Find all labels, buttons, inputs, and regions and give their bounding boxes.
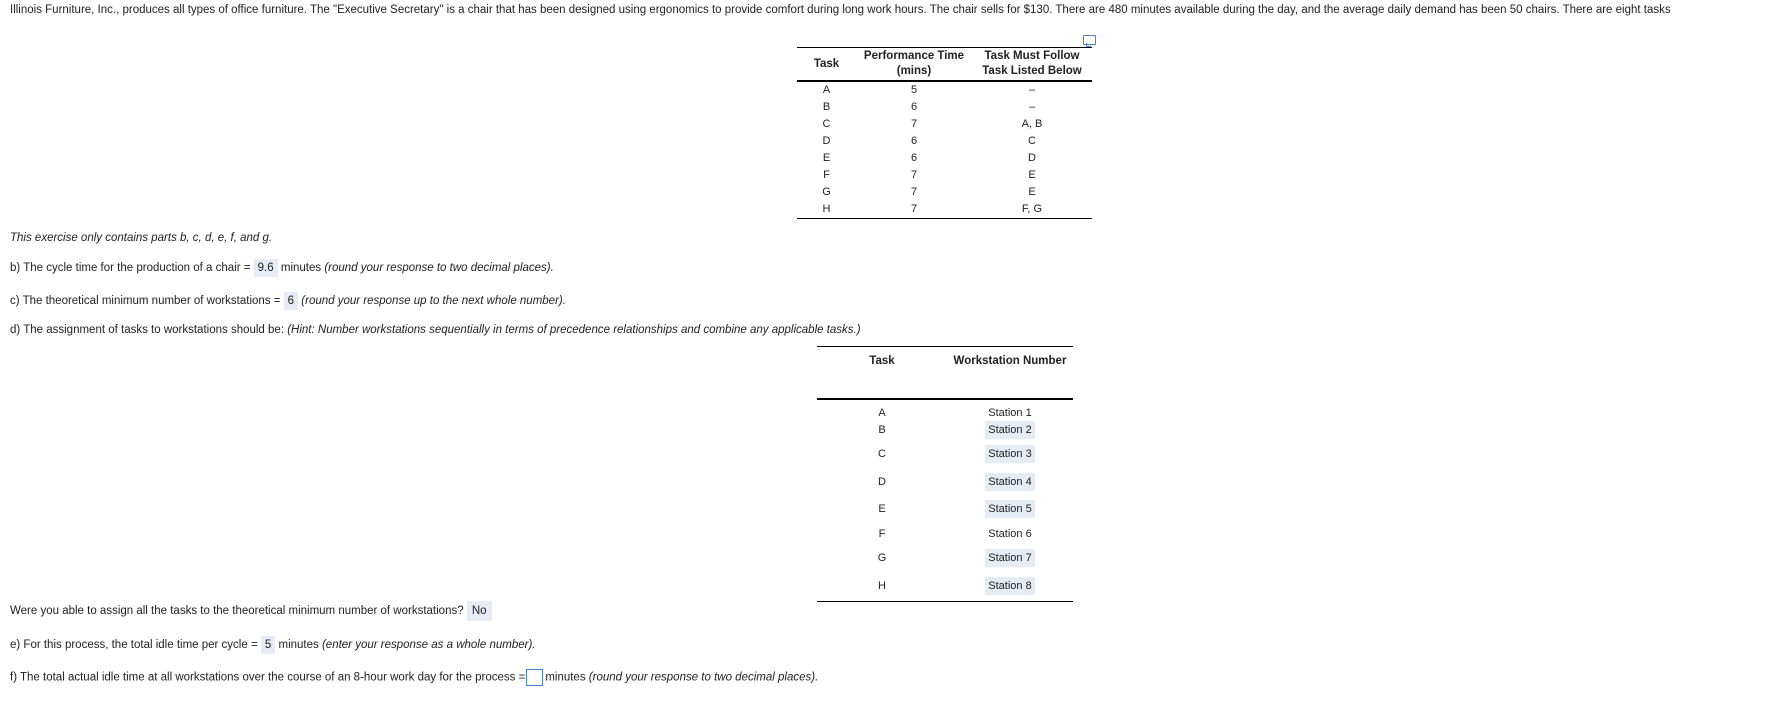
- time-cell: 7: [910, 169, 918, 181]
- table-row: [817, 571, 1073, 601]
- col-performance-header: Performance Time (mins): [863, 50, 965, 77]
- part-b-hint: (round your response to two decimal places).: [324, 262, 554, 274]
- assign-answer-select[interactable]: No: [467, 601, 492, 621]
- part-f-prefix: f) The total actual idle time at all workstations over the course of an 8-hour work day for the process =: [10, 671, 526, 684]
- station-cell: [947, 468, 1073, 495]
- part-b-unit: minutes: [280, 262, 322, 274]
- workstation-select[interactable]: Station 2: [985, 421, 1034, 439]
- table-row: [797, 81, 1092, 99]
- workstation-select[interactable]: Station 1: [988, 407, 1032, 419]
- table-header-row: [817, 347, 1073, 400]
- station-cell: [947, 419, 1073, 440]
- col-follow-header: Task Must Follow Task Listed Below: [982, 50, 1082, 77]
- task-cell: A: [822, 84, 831, 96]
- task-cell: E: [878, 503, 886, 515]
- assign-question: [10, 601, 492, 621]
- copy-table-icon[interactable]: [1083, 35, 1096, 45]
- task-cell: A: [878, 407, 886, 419]
- min-workstations-answer[interactable]: 6: [284, 292, 298, 310]
- station-cell: [947, 571, 1073, 601]
- table-row: [797, 201, 1092, 219]
- task-cell: H: [822, 203, 831, 215]
- part-f: [10, 669, 818, 686]
- time-cell: 6: [910, 101, 918, 113]
- station-cell: [947, 495, 1073, 523]
- workstation-select[interactable]: Station 6: [988, 528, 1032, 540]
- predecessor-cell: E: [1028, 169, 1036, 181]
- workstation-select[interactable]: Station 5: [985, 500, 1034, 518]
- time-cell: 7: [910, 203, 918, 215]
- cycle-time-answer[interactable]: 9.6: [254, 259, 278, 277]
- part-d-prefix: d) The assignment of tasks to workstations should be:: [10, 324, 285, 336]
- part-d: [10, 324, 861, 336]
- time-cell: 5: [910, 84, 918, 96]
- predecessor-cell: –: [1028, 84, 1036, 96]
- exercise-note: This exercise only contains parts b, c, d, e, f, and g.: [10, 232, 273, 244]
- idle-time-answer[interactable]: 5: [261, 636, 275, 654]
- table-row: [797, 99, 1092, 116]
- part-c-hint: (round your response up to the next whole number).: [301, 295, 566, 307]
- workstation-select[interactable]: Station 8: [985, 577, 1034, 595]
- part-f-unit: minutes: [545, 671, 586, 684]
- predecessor-cell: C: [1028, 135, 1036, 147]
- problem-intro: Illinois Furniture, Inc., produces all types of office furniture. The "Executive Secretary" is a chair that has been designed using ergonomics to provide comfort during long work hours. The chair sells for $130. There are 480 minutes available during the day, and the average daily demand has been 50 chairs. There are eight tasks: [10, 4, 1671, 16]
- part-f-hint: (round your response to two decimal places).: [588, 671, 819, 684]
- task-cell: F: [878, 528, 886, 540]
- table-row: [817, 468, 1073, 495]
- part-b-prefix: b) The cycle time for the production of a chair =: [10, 262, 251, 274]
- table-row: [797, 150, 1092, 167]
- table-row: [797, 116, 1092, 133]
- assign-question-prefix: Were you able to assign all the tasks to the theoretical minimum number of workstations?: [10, 605, 464, 617]
- col-task-header: Task: [869, 355, 895, 367]
- task-cell: B: [878, 423, 886, 436]
- predecessor-cell: D: [1028, 152, 1036, 164]
- task-cell: G: [877, 552, 887, 564]
- table-row: [817, 419, 1073, 440]
- station-cell: [947, 399, 1073, 419]
- precedence-table: [797, 47, 1092, 219]
- predecessor-cell: F, G: [1021, 203, 1043, 215]
- task-cell: D: [878, 475, 886, 488]
- table-row: [817, 495, 1073, 523]
- predecessor-cell: A, B: [1021, 118, 1043, 130]
- task-cell: C: [822, 118, 831, 130]
- part-e-unit: minutes: [278, 639, 319, 651]
- part-e-prefix: e) For this process, the total idle time per cycle =: [10, 639, 258, 651]
- part-c-prefix: c) The theoretical minimum number of workstations =: [10, 295, 281, 307]
- predecessor-cell: E: [1028, 186, 1036, 198]
- station-cell: [947, 440, 1073, 468]
- assignment-table: [817, 346, 1073, 602]
- task-cell: G: [822, 186, 831, 198]
- workstation-select[interactable]: Station 3: [985, 445, 1034, 463]
- task-cell: F: [823, 169, 830, 181]
- table-header-row: [797, 48, 1092, 82]
- station-cell: [947, 523, 1073, 545]
- time-cell: 7: [910, 118, 918, 130]
- time-cell: 6: [910, 135, 918, 147]
- workstation-select[interactable]: Station 7: [985, 549, 1034, 567]
- predecessor-cell: –: [1028, 101, 1036, 113]
- task-cell: B: [822, 101, 831, 113]
- table-row: [817, 523, 1073, 545]
- table-row: [817, 545, 1073, 571]
- col-task-header: Task: [813, 57, 840, 70]
- table-row: [797, 167, 1092, 184]
- table-row: [817, 399, 1073, 419]
- task-cell: C: [878, 448, 886, 460]
- col-workstation-header: Workstation Number: [953, 355, 1067, 367]
- table-row: [797, 184, 1092, 201]
- part-d-hint: (Hint: Number workstations sequentially in terms of precedence relationships and combine any applicable tasks.): [287, 324, 861, 336]
- part-c: [10, 292, 566, 310]
- total-idle-input[interactable]: [526, 669, 543, 686]
- workstation-select[interactable]: Station 4: [985, 473, 1034, 491]
- time-cell: 7: [910, 186, 918, 198]
- task-cell: E: [822, 152, 831, 164]
- table-row: [797, 133, 1092, 150]
- task-cell: H: [878, 579, 886, 592]
- part-e: [10, 636, 535, 654]
- part-b: [10, 259, 554, 277]
- station-cell: [947, 545, 1073, 571]
- time-cell: 6: [910, 152, 918, 164]
- table-row: [817, 440, 1073, 468]
- task-cell: D: [822, 135, 831, 147]
- part-e-hint: (enter your response as a whole number).: [321, 639, 536, 651]
